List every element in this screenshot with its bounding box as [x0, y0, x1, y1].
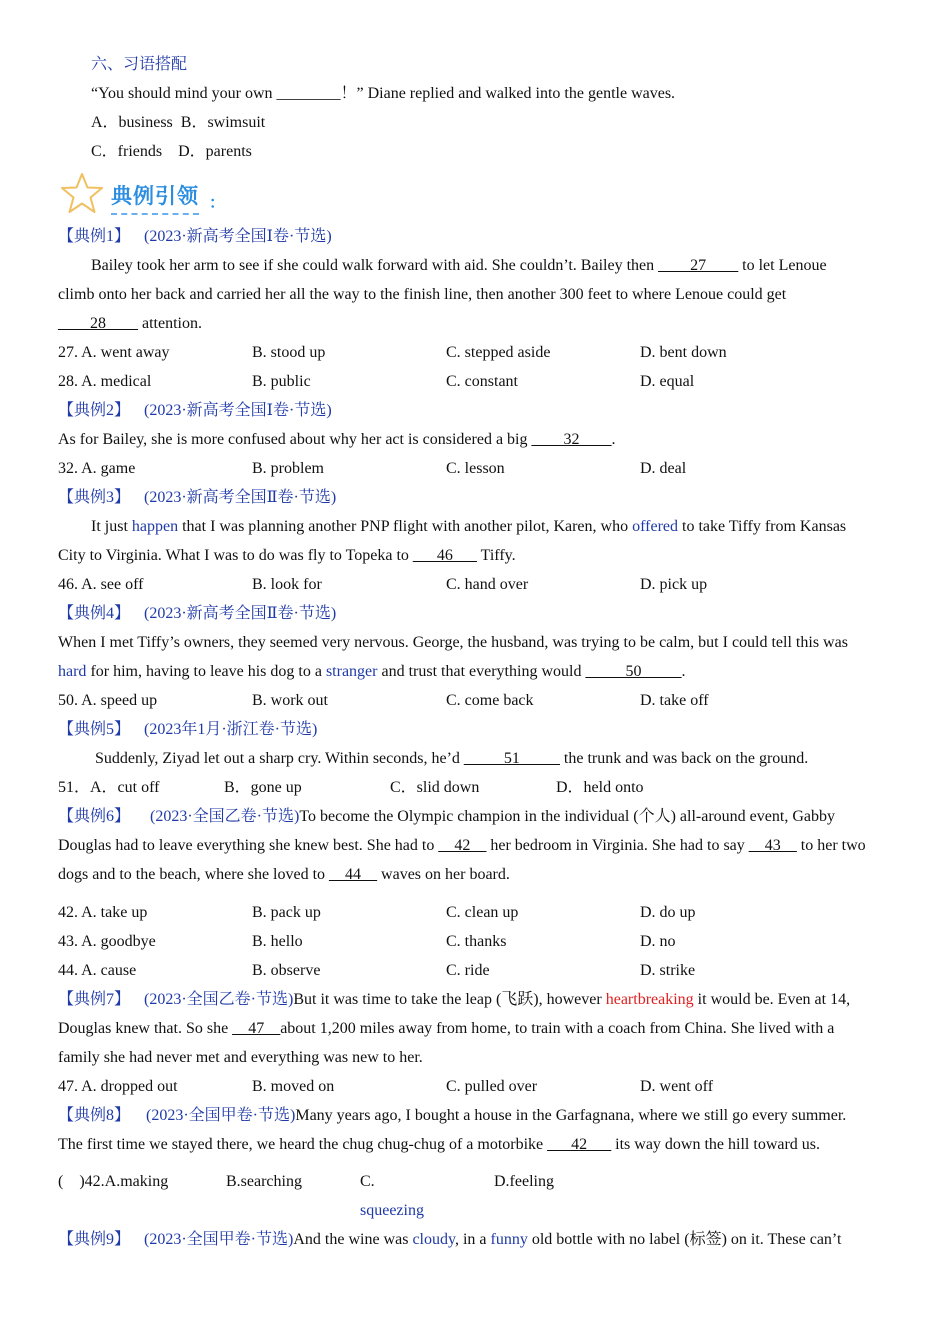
- example-tag: 【典例6】: [58, 808, 131, 825]
- example-tag: 【典例1】: [58, 228, 131, 245]
- options-32: [58, 454, 894, 483]
- example-tag: 【典例9】: [58, 1231, 131, 1248]
- text: to let Lenoue: [738, 257, 827, 274]
- highlight-word: happen: [131, 518, 179, 535]
- text: The first time we stayed there, we heard the chug chug-chug of a motorbike: [58, 1136, 548, 1153]
- option[interactable]: B. stood up: [252, 344, 326, 361]
- option[interactable]: D. bent down: [640, 344, 727, 361]
- option[interactable]: D. strike: [640, 962, 696, 979]
- blank-32[interactable]: ____32____: [531, 431, 612, 448]
- example-7-line-3: family she had never met and everything was new to her.: [58, 1049, 423, 1066]
- text: it would be. Even at 14,: [693, 991, 851, 1008]
- text: Suddenly, Ziyad let out a sharp cry. Within seconds, he’d: [95, 750, 464, 767]
- option[interactable]: C. constant: [446, 373, 518, 390]
- example-8-line-2: [58, 1130, 894, 1159]
- option-letter: C.: [360, 1173, 375, 1190]
- example-5-line-1: [58, 744, 894, 773]
- blank-50[interactable]: _____50_____: [585, 663, 682, 680]
- option[interactable]: C. lesson: [446, 460, 505, 477]
- option[interactable]: B. look for: [252, 576, 322, 593]
- option[interactable]: [360, 1167, 494, 1225]
- blank-46[interactable]: ___46___: [412, 547, 477, 564]
- example-source: (2023·全国乙卷·节选): [150, 808, 300, 825]
- option[interactable]: D. equal: [640, 373, 695, 390]
- options-43: [58, 927, 894, 956]
- example-4-line-1: When I met Tiffy’s owners, they seemed very nervous. George, the husband, was trying to be calm, but I could tell this was: [58, 634, 848, 651]
- blank-28[interactable]: ____28____: [58, 315, 138, 332]
- text: , in a: [454, 1231, 491, 1248]
- option[interactable]: C. stepped aside: [446, 344, 551, 361]
- document-page: [58, 50, 894, 1254]
- options-51: [58, 773, 894, 802]
- options-42b: [58, 1167, 894, 1225]
- options-47: [58, 1072, 894, 1101]
- text: Tiffy.: [476, 547, 516, 564]
- option[interactable]: D．held onto: [556, 779, 644, 796]
- option[interactable]: D. no: [640, 933, 676, 950]
- example-tag: 【典例8】: [58, 1107, 131, 1124]
- option[interactable]: 47. A. dropped out: [58, 1078, 178, 1095]
- option[interactable]: B. work out: [252, 692, 328, 709]
- text: her bedroom in Virginia. She had to say: [486, 837, 749, 854]
- example-4-header: [58, 599, 894, 628]
- section-title: 六、习语搭配: [91, 56, 188, 73]
- example-source: (2023·新高考全国Ⅱ卷·节选): [144, 605, 337, 622]
- highlight-word: hard: [58, 663, 87, 680]
- blank-44[interactable]: __44__: [329, 866, 378, 883]
- example-1-line-3: [58, 309, 894, 338]
- text: Many years ago, I bought a house in the Garfagnana, where we still go every summer.: [295, 1107, 847, 1124]
- example-tag: 【典例4】: [58, 605, 131, 622]
- example-4-line-2: [58, 657, 894, 686]
- example-6-line-2: [58, 831, 894, 860]
- highlight-word: offered: [632, 518, 678, 535]
- option[interactable]: 42. A. take up: [58, 904, 148, 921]
- option[interactable]: C. ride: [446, 962, 490, 979]
- option[interactable]: 44. A. cause: [58, 962, 137, 979]
- text: Douglas knew that. So she: [58, 1020, 233, 1037]
- option[interactable]: D. deal: [640, 460, 687, 477]
- option[interactable]: C. thanks: [446, 933, 507, 950]
- option[interactable]: 50. A. speed up: [58, 692, 158, 709]
- example-2-header: [58, 396, 894, 425]
- text: City to Virginia. What I was to do was fly to Topeka to: [58, 547, 413, 564]
- example-6-line-1: [58, 802, 894, 831]
- example-3-line-1: [58, 512, 894, 541]
- example-1-line-1: [58, 251, 894, 280]
- idiom-options-ab: A．business B．swimsuit: [91, 114, 266, 131]
- option[interactable]: 46. A. see off: [58, 576, 144, 593]
- heading-title: 典例引领: [111, 180, 199, 215]
- option-word: squeezing: [360, 1202, 424, 1219]
- text: attention.: [138, 315, 202, 332]
- text: Douglas had to leave everything she knew best. She had to: [58, 837, 439, 854]
- blank-42b[interactable]: ___42___: [547, 1136, 612, 1153]
- text: that I was planning another PNP flight with another pilot, Karen, who: [178, 518, 633, 535]
- blank-42[interactable]: __42__: [438, 837, 487, 854]
- text: to her two: [796, 837, 866, 854]
- example-3-line-2: [58, 541, 894, 570]
- blank-51[interactable]: _____51_____: [463, 750, 560, 767]
- option[interactable]: D. pick up: [640, 576, 708, 593]
- text: about 1,200 miles away from home, to train with a coach from China. She lived with a: [280, 1020, 835, 1037]
- highlight-word: heartbreaking: [605, 991, 694, 1008]
- idiom-question: “You should mind your own ________！” Diane replied and walked into the gentle waves.: [91, 85, 676, 102]
- example-9-line-1: [58, 1225, 894, 1254]
- text: the trunk and was back on the ground.: [559, 750, 809, 767]
- options-50: [58, 686, 894, 715]
- example-5-header: [58, 715, 894, 744]
- example-source: (2023·新高考全国Ⅱ卷·节选): [144, 489, 337, 506]
- example-tag: 【典例2】: [58, 402, 131, 419]
- text: It just: [91, 518, 132, 535]
- text: for him, having to leave his dog to a: [86, 663, 326, 680]
- option[interactable]: 51．A．cut off: [58, 779, 160, 796]
- options-46: [58, 570, 894, 599]
- option[interactable]: C. hand over: [446, 576, 529, 593]
- example-1-header: [58, 222, 894, 251]
- example-3-header: [58, 483, 894, 512]
- options-27: [58, 338, 894, 367]
- text: to take Tiffy from Kansas: [678, 518, 847, 535]
- option[interactable]: ( )42.A.making: [58, 1173, 169, 1190]
- example-tag: 【典例3】: [58, 489, 131, 506]
- example-source: (2023·全国甲卷·节选): [146, 1107, 296, 1124]
- example-7-line-1: [58, 985, 894, 1014]
- text: To become the Olympic champion in the individual (个人) all-around event, Gabby: [299, 808, 835, 825]
- text: old bottle with no label (标签) on it. These can’t: [527, 1231, 842, 1248]
- example-source: (2023·全国甲卷·节选): [144, 1231, 294, 1248]
- option[interactable]: B. observe: [252, 962, 321, 979]
- text: dogs and to the beach, where she loved to: [58, 866, 330, 883]
- option[interactable]: B. moved on: [252, 1078, 335, 1095]
- section-heading: [58, 168, 894, 222]
- text: .: [611, 431, 616, 448]
- option[interactable]: C. pulled over: [446, 1078, 538, 1095]
- example-source: (2023·新高考全国Ⅰ卷·节选): [144, 228, 332, 245]
- example-1-line-2: climb onto her back and carried her all the way to the finish line, then another 300 feet to where Lenoue could get: [58, 286, 787, 303]
- example-tag: 【典例7】: [58, 991, 131, 1008]
- option[interactable]: D.feeling: [494, 1173, 554, 1190]
- option[interactable]: 43. A. goodbye: [58, 933, 156, 950]
- example-source: (2023年1月·浙江卷·节选): [144, 721, 318, 738]
- option[interactable]: B．gone up: [224, 779, 302, 796]
- text: As for Bailey, she is more confused about why her act is considered a big: [58, 431, 532, 448]
- example-source: (2023·新高考全国Ⅰ卷·节选): [144, 402, 332, 419]
- example-7-line-2: [58, 1014, 894, 1043]
- heading-colon: ：: [209, 195, 226, 212]
- text: and trust that everything would: [377, 663, 586, 680]
- example-2-line-1: [58, 425, 894, 454]
- option[interactable]: C. come back: [446, 692, 534, 709]
- example-tag: 【典例5】: [58, 721, 131, 738]
- option[interactable]: B. hello: [252, 933, 303, 950]
- idiom-options-cd: C．friends D．parents: [91, 143, 252, 160]
- highlight-word: funny: [490, 1231, 528, 1248]
- option[interactable]: C．slid down: [390, 779, 480, 796]
- option[interactable]: 28. A. medical: [58, 373, 152, 390]
- option[interactable]: B. problem: [252, 460, 324, 477]
- option[interactable]: C. clean up: [446, 904, 519, 921]
- options-28: [58, 367, 894, 396]
- option[interactable]: B.searching: [226, 1173, 302, 1190]
- example-6-line-3: [58, 860, 894, 889]
- text: Bailey took her arm to see if she could walk forward with aid. She couldn’t. Bailey then: [91, 257, 659, 274]
- option[interactable]: 32. A. game: [58, 460, 136, 477]
- highlight-word: stranger: [325, 663, 378, 680]
- star-icon: [60, 172, 104, 214]
- example-source: (2023·全国乙卷·节选): [144, 991, 294, 1008]
- option[interactable]: B. public: [252, 373, 311, 390]
- text: its way down the hill toward us.: [611, 1136, 821, 1153]
- example-8-line-1: [58, 1101, 894, 1130]
- highlight-word: cloudy: [412, 1231, 455, 1248]
- option[interactable]: 27. A. went away: [58, 344, 170, 361]
- text: And the wine was: [293, 1231, 413, 1248]
- text: But it was time to take the leap (飞跃), however: [293, 991, 606, 1008]
- option[interactable]: B. pack up: [252, 904, 321, 921]
- blank-27[interactable]: ____27____: [658, 257, 739, 274]
- option[interactable]: D. went off: [640, 1078, 714, 1095]
- option[interactable]: D. take off: [640, 692, 709, 709]
- options-44: [58, 956, 894, 985]
- text: .: [681, 663, 686, 680]
- text: waves on her board.: [377, 866, 510, 883]
- blank-43[interactable]: __43__: [748, 837, 797, 854]
- options-42: [58, 898, 894, 927]
- option[interactable]: D. do up: [640, 904, 696, 921]
- blank-47[interactable]: __47__: [232, 1020, 281, 1037]
